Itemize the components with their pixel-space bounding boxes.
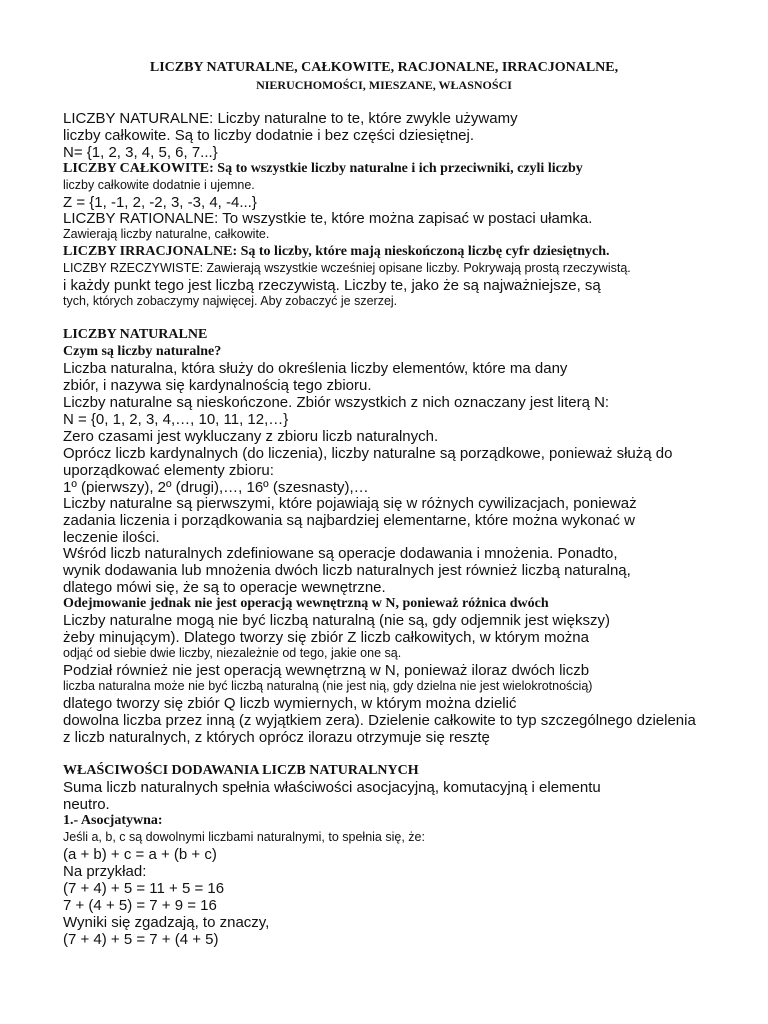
formula-line: 7 + (4 + 5) = 7 + 9 = 16 bbox=[63, 897, 217, 914]
text-line: LICZBY CAŁKOWITE: Są to wszystkie liczby naturalne i ich przeciwniki, czyli liczby bbox=[63, 161, 583, 176]
section-subheading: Czym są liczby naturalne? bbox=[63, 344, 222, 359]
section-heading: LICZBY NATURALNE bbox=[63, 327, 208, 342]
text-line: Zawierają liczby naturalne, całkowite. bbox=[63, 227, 270, 241]
text-line: LICZBY RATIONALNE: To wszystkie te, które można zapisać w postaci ułamka. bbox=[63, 210, 593, 227]
text-line: liczba naturalna może nie być liczbą naturalną (nie jest nią, gdy dzielna nie jest wielokrotnością) bbox=[63, 679, 593, 693]
text-line: N= {1, 2, 3, 4, 5, 6, 7...} bbox=[63, 144, 218, 161]
text-line: neutro. bbox=[63, 796, 110, 813]
text-line: żeby minującym). Dlatego tworzy się zbiór Z liczb całkowitych, w którym można bbox=[63, 629, 589, 646]
text-line: leczenie ilości. bbox=[63, 529, 160, 546]
text-line: Podział również nie jest operacją wewnętrzną w N, ponieważ iloraz dwóch liczb bbox=[63, 662, 590, 679]
text-line: odjąć od siebie dwie liczby, niezależnie od tego, jakie one są. bbox=[63, 646, 402, 660]
text-line: LICZBY NATURALNE: Liczby naturalne to te, które zwykle używamy bbox=[63, 110, 518, 127]
text-line: liczby całkowite. Są to liczby dodatnie i bez części dziesiętnej. bbox=[63, 127, 475, 144]
text-line: zadania liczenia i porządkowania są najbardziej elementarne, które można wykonać w bbox=[63, 512, 635, 529]
text-line: Liczby naturalne mogą nie być liczbą naturalną (nie są, gdy odjemnik jest większy) bbox=[63, 612, 610, 629]
text-line: Z = {1, -1, 2, -2, 3, -3, 4, -4...} bbox=[63, 194, 257, 211]
text-line: LICZBY RZECZYWISTE: Zawierają wszystkie wcześniej opisane liczby. Pokrywają prostą rzeczywistą. bbox=[63, 261, 631, 275]
formula-line: (7 + 4) + 5 = 7 + (4 + 5) bbox=[63, 931, 219, 948]
text-line: liczby całkowite dodatnie i ujemne. bbox=[63, 178, 255, 192]
text-line: Oprócz liczb kardynalnych (do liczenia), liczby naturalne są porządkowe, ponieważ służą do bbox=[63, 445, 673, 462]
text-line: Jeśli a, b, c są dowolnymi liczbami naturalnymi, to spełnia się, że: bbox=[63, 830, 425, 844]
formula-line: (a + b) + c = a + (b + c) bbox=[63, 846, 217, 863]
document-subtitle: NIERUCHOMOŚCI, MIESZANE, WŁASNOŚCI bbox=[256, 78, 512, 92]
text-line: dowolna liczba przez inną (z wyjątkiem zera). Dzielenie całkowite to typ szczególnego dzielenia bbox=[63, 712, 696, 729]
document-title: LICZBY NATURALNE, CAŁKOWITE, RACJONALNE, IRRACJONALNE, bbox=[149, 60, 619, 75]
text-line: z liczb naturalnych, z których oprócz ilorazu otrzymuje się resztę bbox=[63, 729, 490, 746]
text-line: Wyniki się zgadzają, to znaczy, bbox=[63, 914, 270, 931]
section-subheading: 1.- Asocjatywna: bbox=[63, 813, 163, 828]
text-line: i każdy punkt tego jest liczbą rzeczywistą. Liczby te, jako że są najważniejsze, są bbox=[63, 277, 601, 294]
text-line: zbiór, i nazywa się kardynalnością tego zbioru. bbox=[63, 377, 372, 394]
text-line: Wśród liczb naturalnych zdefiniowane są operacje dodawania i mnożenia. Ponadto, bbox=[63, 545, 618, 562]
text-line: Na przykład: bbox=[63, 863, 147, 880]
text-line: Zero czasami jest wykluczany z zbioru liczb naturalnych. bbox=[63, 428, 439, 445]
text-line: 1º (pierwszy), 2º (drugi),…, 16º (szesnasty),… bbox=[63, 479, 369, 496]
text-line: wynik dodawania lub mnożenia dwóch liczb naturalnych jest również liczbą naturalną, bbox=[63, 562, 631, 579]
text-line: Liczby naturalne są pierwszymi, które pojawiają się w różnych cywilizacjach, ponieważ bbox=[63, 495, 637, 512]
text-line: Liczba naturalna, która służy do określenia liczby elementów, które ma dany bbox=[63, 360, 568, 377]
section-heading: WŁAŚCIWOŚCI DODAWANIA LICZB NATURALNYCH bbox=[63, 763, 419, 778]
formula-line: (7 + 4) + 5 = 11 + 5 = 16 bbox=[63, 880, 225, 897]
text-line: uporządkować elementy zbioru: bbox=[63, 462, 274, 479]
text-line: Suma liczb naturalnych spełnia właściwości asocjacyjną, komutacyjną i elementu bbox=[63, 779, 601, 796]
text-line: dlatego tworzy się zbiór Q liczb wymiernych, w którym można dzielić bbox=[63, 695, 517, 712]
text-line: dlatego mówi się, że są to operacje wewnętrzne. bbox=[63, 579, 386, 596]
text-line: LICZBY IRRACJONALNE: Są to liczby, które mają nieskończoną liczbę cyfr dziesiętnych. bbox=[63, 244, 610, 259]
text-line: Liczby naturalne są nieskończone. Zbiór wszystkich z nich oznaczany jest literą N: bbox=[63, 394, 610, 411]
text-line: tych, których zobaczymy najwięcej. Aby zobaczyć je szerzej. bbox=[63, 294, 398, 308]
text-line: N = {0, 1, 2, 3, 4,…, 10, 11, 12,…} bbox=[63, 411, 289, 428]
text-line: Odejmowanie jednak nie jest operacją wewnętrzną w N, ponieważ różnica dwóch bbox=[63, 596, 549, 611]
